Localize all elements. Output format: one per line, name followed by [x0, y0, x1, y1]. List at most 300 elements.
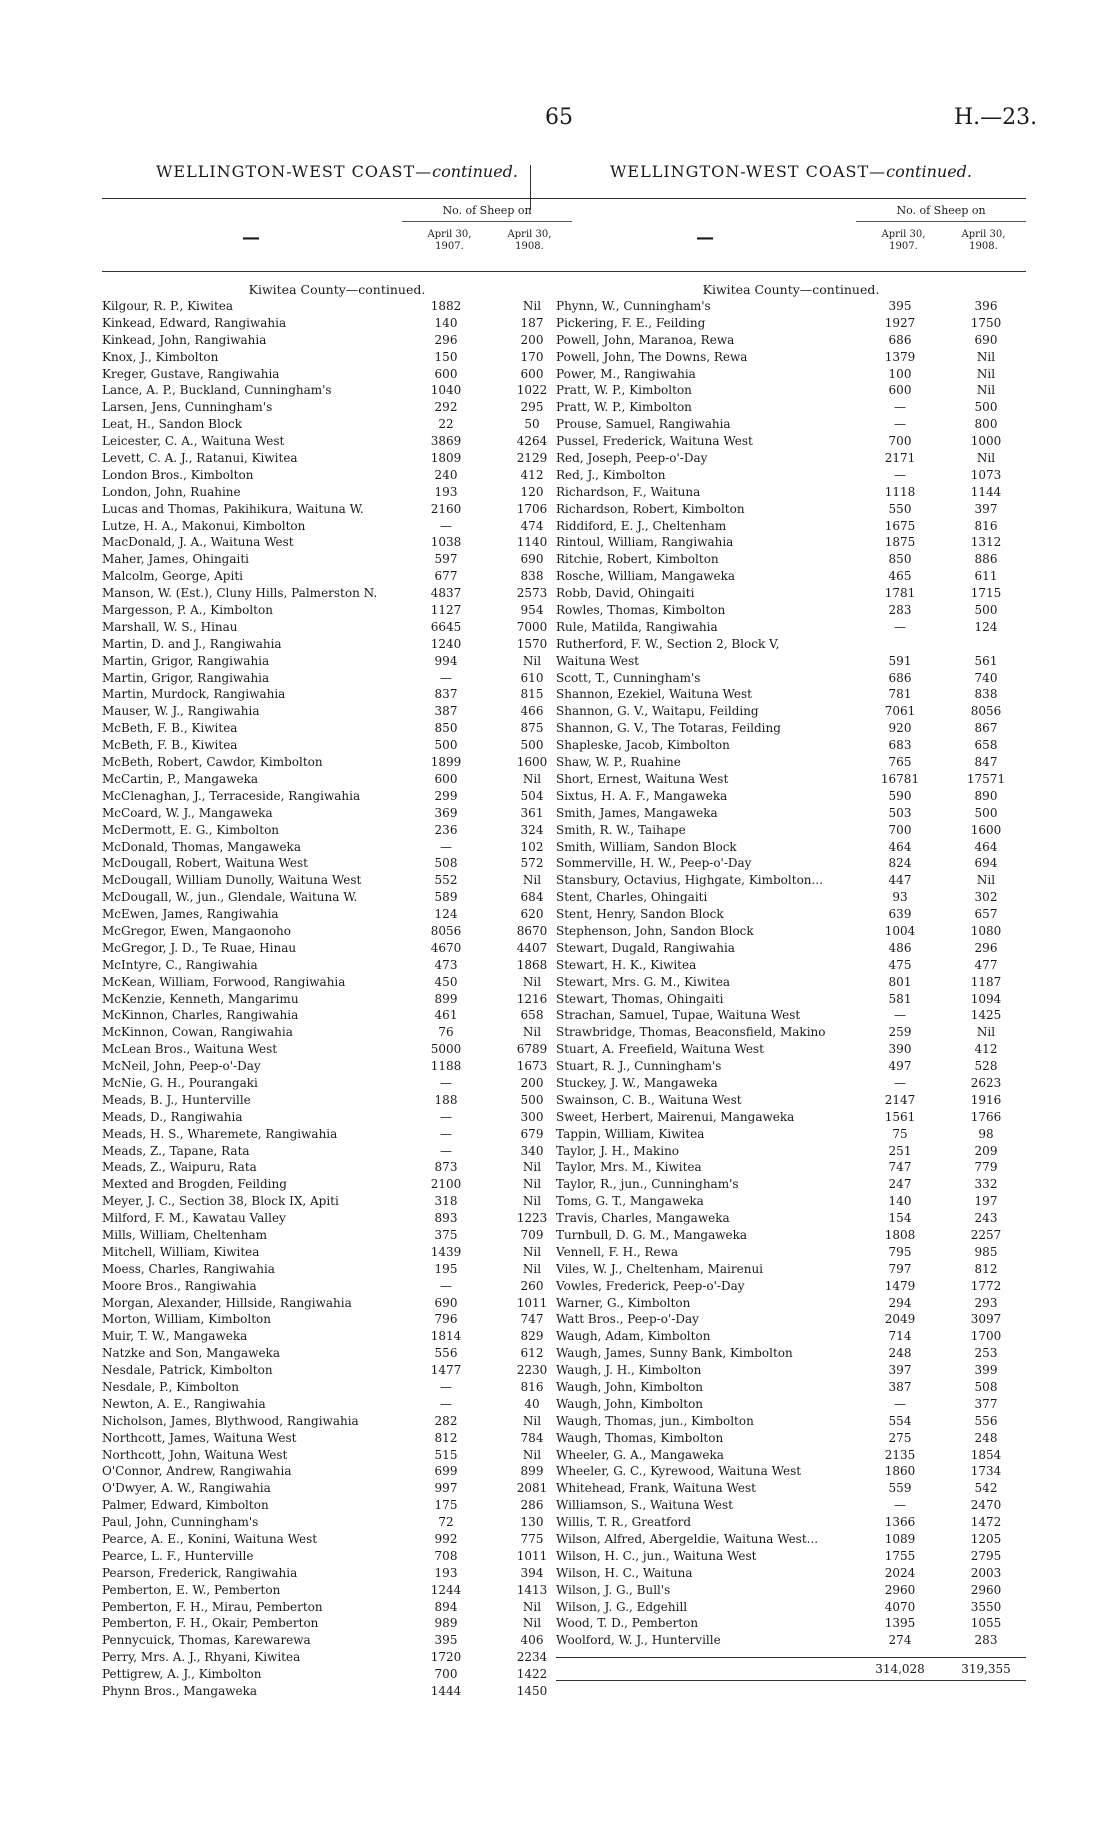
owner-name: Waugh, Adam, Kimbolton [556, 1329, 711, 1344]
sheep-1908: 17571 [966, 771, 1006, 786]
sheep-1908: 600 [520, 366, 544, 381]
sheep-1907: 140 [888, 1194, 912, 1209]
table-row [556, 551, 1026, 568]
owner-name: O'Dwyer, A. W., Rangiwahia [102, 1481, 271, 1496]
table-row [556, 1176, 1026, 1193]
sheep-1907: 375 [434, 1227, 458, 1242]
right-column-heading: WELLINGTON-WEST COAST—continued. [609, 162, 973, 181]
table-row [556, 349, 1026, 366]
table-row [556, 1159, 1026, 1176]
table-row [556, 805, 1026, 822]
owner-name: Whitehead, Frank, Waituna West [556, 1481, 756, 1496]
owner-name: Rintoul, William, Rangiwahia [556, 535, 734, 550]
table-row [102, 1143, 572, 1160]
table-row [102, 1193, 572, 1210]
sheep-1907: — [440, 1109, 452, 1124]
table-row [102, 1244, 572, 1261]
owner-name: McBeth, F. B., Kiwitea [102, 721, 238, 736]
owner-name: Shannon, G. V., Waitapu, Feilding [556, 704, 759, 719]
table-row [102, 822, 572, 839]
table-row [556, 315, 1026, 332]
sheep-1907: 591 [888, 653, 912, 668]
sheep-1907: 2960 [884, 1582, 916, 1597]
table-row [556, 1413, 1026, 1430]
table-row [102, 1649, 572, 1666]
sheep-1907: 16781 [880, 771, 920, 786]
sheep-1907: 683 [888, 738, 912, 753]
table-row [102, 957, 572, 974]
owner-name: Malcolm, George, Apiti [102, 569, 243, 584]
sheep-1907: 1038 [430, 535, 462, 550]
table-row [102, 1463, 572, 1480]
table-row [556, 754, 1026, 771]
sheep-1907: 850 [434, 721, 458, 736]
sheep-1908: Nil [522, 1025, 542, 1040]
sheep-1907: 600 [888, 383, 912, 398]
total-1907: 314,028 [875, 1662, 925, 1677]
right-sheep-header: No. of Sheep on [856, 201, 1026, 222]
owner-name: Kreger, Gustave, Rangiwahia [102, 366, 280, 381]
sheep-1907: — [440, 518, 452, 533]
table-row [102, 670, 572, 687]
owner-name: Pratt, W. P., Kimbolton [556, 400, 692, 415]
sheep-1907: 989 [434, 1616, 458, 1631]
table-row [102, 991, 572, 1008]
table-row [556, 1345, 1026, 1362]
sheep-1908: 7000 [516, 619, 548, 634]
table-row [102, 1261, 572, 1278]
sheep-1908: 477 [974, 957, 998, 972]
owner-name: Wilson, Alfred, Abergeldie, Waituna West... [556, 1532, 819, 1547]
table-row [556, 653, 1026, 670]
table-row [556, 1632, 1026, 1649]
sheep-1907: 248 [888, 1346, 912, 1361]
owner-name: Smith, James, Mangaweka [556, 805, 718, 820]
table-row [556, 416, 1026, 433]
table-row [556, 1143, 1026, 1160]
sheep-1908: 209 [974, 1143, 998, 1158]
sheep-1907: 1188 [430, 1059, 462, 1074]
sheep-1908: 985 [974, 1244, 998, 1259]
sheep-1907: 100 [888, 366, 912, 381]
sheep-1907: — [440, 670, 452, 685]
owner-name: Rutherford, F. W., Section 2, Block V, [556, 636, 780, 651]
sheep-1907: — [894, 417, 906, 432]
owner-name: Lance, A. P., Buckland, Cunningham's [102, 383, 332, 398]
sheep-1908: 1094 [970, 991, 1002, 1006]
table-row [102, 1447, 572, 1464]
owner-name: McNie, G. H., Pourangaki [102, 1075, 258, 1090]
sheep-1907: 812 [434, 1430, 458, 1445]
sheep-1907: 589 [434, 890, 458, 905]
owner-name: Wilson, J. G., Bull's [556, 1582, 671, 1597]
owner-name: Power, M., Rangiwahia [556, 366, 696, 381]
sheep-1908: 2081 [516, 1481, 548, 1496]
sheep-1908: 1600 [970, 822, 1002, 837]
sheep-1908: 1706 [516, 501, 548, 516]
sheep-1907: 686 [888, 332, 912, 347]
right-table-header [556, 198, 1026, 272]
right-name-header: — [696, 227, 714, 248]
sheep-1908: 197 [974, 1194, 998, 1209]
sheep-1908: Nil [522, 1177, 542, 1192]
total-1908: 319,355 [961, 1662, 1011, 1677]
sheep-1907: 497 [888, 1059, 912, 1074]
table-row [102, 1024, 572, 1041]
table-row [102, 585, 572, 602]
owner-name: Pratt, W. P., Kimbolton [556, 383, 692, 398]
sheep-1907: — [894, 619, 906, 634]
owner-name: Stephenson, John, Sandon Block [556, 923, 754, 938]
sheep-1908: 838 [974, 687, 998, 702]
table-row [102, 1632, 572, 1649]
owner-name: Robb, David, Ohingaiti [556, 586, 695, 601]
table-row [102, 1311, 572, 1328]
owner-name: Waugh, James, Sunny Bank, Kimbolton [556, 1346, 793, 1361]
owner-name: Taylor, Mrs. M., Kiwitea [556, 1160, 702, 1175]
table-row [102, 1041, 572, 1058]
owner-name: Sixtus, H. A. F., Mangaweka [556, 788, 728, 803]
table-row [556, 1278, 1026, 1295]
sheep-1908: 1734 [970, 1464, 1002, 1479]
sheep-1907: 72 [438, 1515, 454, 1530]
table-row [102, 839, 572, 856]
table-row [102, 1345, 572, 1362]
sheep-1907: 387 [888, 1380, 912, 1394]
owner-name: Meyer, J. C., Section 38, Block IX, Apiti [102, 1194, 339, 1209]
owner-name: Meads, Z., Waipuru, Rata [102, 1160, 257, 1175]
owner-name: Riddiford, E. J., Cheltenham [556, 518, 727, 533]
sheep-1907: 781 [888, 687, 912, 702]
sheep-1908: Nil [522, 299, 542, 313]
owner-name: Vowles, Frederick, Peep-o'-Day [556, 1278, 745, 1293]
table-row [556, 974, 1026, 991]
table-row [102, 1582, 572, 1599]
table-row [102, 602, 572, 619]
sheep-1908: 3097 [970, 1312, 1002, 1327]
owner-name: Prouse, Samuel, Rangiwahia [556, 417, 731, 432]
table-row [556, 923, 1026, 940]
sheep-1908: 500 [974, 603, 998, 618]
owner-name: Waugh, Thomas, jun., Kimbolton [556, 1413, 754, 1428]
sheep-1908: 1000 [970, 434, 1002, 449]
table-row [102, 1176, 572, 1193]
table-row [556, 822, 1026, 839]
table-row [556, 298, 1026, 315]
table-row [556, 1007, 1026, 1024]
owner-name: McKinnon, Charles, Rangiwahia [102, 1008, 299, 1023]
owner-name: Waugh, Thomas, Kimbolton [556, 1430, 724, 1445]
sheep-1907: 461 [434, 1008, 458, 1023]
sheep-1907: 554 [888, 1413, 912, 1428]
owner-name: Red, Joseph, Peep-o'-Day [556, 451, 708, 466]
sheep-1908: 340 [520, 1143, 544, 1158]
sheep-1908: 187 [520, 315, 544, 330]
owner-name: Mauser, W. J., Rangiwahia [102, 704, 260, 719]
owner-name: Rosche, William, Mangaweka [556, 569, 736, 584]
table-row [102, 1278, 572, 1295]
table-row [102, 1514, 572, 1531]
owner-name: Taylor, R., jun., Cunningham's [556, 1177, 739, 1192]
table-row [102, 467, 572, 484]
sheep-1908: 508 [974, 1380, 998, 1394]
sheep-1908: 302 [974, 890, 998, 905]
table-row [556, 433, 1026, 450]
sheep-1908: 406 [520, 1633, 544, 1648]
owner-name: Meads, Z., Tapane, Rata [102, 1143, 250, 1158]
sheep-1907: 559 [888, 1481, 912, 1496]
table-row [556, 619, 1026, 636]
sheep-1908: Nil [976, 349, 996, 364]
sheep-1907: 1927 [884, 315, 916, 330]
sheep-1908: 1673 [516, 1059, 548, 1074]
sheep-1907: 1444 [430, 1684, 462, 1699]
sheep-1908: 2960 [970, 1582, 1002, 1597]
sheep-1907: 464 [888, 839, 912, 854]
owner-name: Travis, Charles, Mangaweka [556, 1211, 730, 1226]
table-row [102, 518, 572, 535]
owner-name: Powell, John, Maranoa, Rewa [556, 332, 735, 347]
table-row [556, 366, 1026, 383]
left-name-header: — [242, 227, 260, 248]
sheep-1908: 396 [974, 299, 998, 313]
owner-name: Pussel, Frederick, Waituna West [556, 434, 753, 449]
owner-name: Meads, D., Rangiwahia [102, 1109, 243, 1124]
table-row [556, 1041, 1026, 1058]
owner-name: Maher, James, Ohingaiti [102, 552, 250, 567]
sheep-1908: Nil [522, 974, 542, 989]
owner-name: Waugh, John, Kimbolton [556, 1396, 704, 1411]
table-row [556, 1092, 1026, 1109]
sheep-1908: 1187 [970, 974, 1002, 989]
sheep-1907: 1366 [884, 1515, 916, 1530]
sheep-1908: 253 [974, 1346, 998, 1361]
table-row [102, 315, 572, 332]
sheep-1907: 597 [434, 552, 458, 567]
table-row [556, 788, 1026, 805]
sheep-1908: 1600 [516, 755, 548, 770]
table-row [102, 1480, 572, 1497]
table-row [102, 653, 572, 670]
sheep-1907: 700 [434, 1667, 458, 1682]
owner-name: McDougall, William Dunolly, Waituna West [102, 873, 362, 888]
owner-name: Palmer, Edward, Kimbolton [102, 1498, 269, 1513]
sheep-1907: 4070 [884, 1599, 916, 1614]
sheep-1908: 890 [974, 788, 998, 803]
sheep-1907: 1089 [884, 1532, 916, 1547]
sheep-1907: 552 [434, 873, 458, 888]
owner-name: Williamson, S., Waituna West [556, 1498, 733, 1513]
table-row [102, 1497, 572, 1514]
sheep-1907: 465 [888, 569, 912, 584]
sheep-1907: 282 [434, 1413, 458, 1428]
right-rows [556, 298, 1026, 1649]
owner-name: Larsen, Jens, Cunningham's [102, 400, 273, 415]
sheep-1908: 200 [520, 1075, 544, 1090]
table-row [102, 974, 572, 991]
sheep-1908: 775 [520, 1532, 544, 1547]
sheep-1907: 395 [434, 1633, 458, 1648]
sheep-1908: 1205 [970, 1532, 1002, 1547]
sheep-1907: 193 [434, 484, 458, 499]
owner-name: Kinkead, John, Rangiwahia [102, 332, 267, 347]
table-row [556, 940, 1026, 957]
sheep-1908: Nil [976, 1025, 996, 1040]
table-row [556, 518, 1026, 535]
sheep-1908: 412 [520, 467, 544, 482]
owner-name: Milford, F. M., Kawatau Valley [102, 1211, 286, 1226]
sheep-1908: Nil [522, 1616, 542, 1631]
sheep-1907: 1127 [430, 603, 462, 618]
table-row [556, 450, 1026, 467]
owner-name: Mitchell, William, Kiwitea [102, 1244, 260, 1259]
table-row [556, 636, 1026, 653]
owner-name: Nesdale, Patrick, Kimbolton [102, 1363, 273, 1378]
owner-name: Tappin, William, Kiwitea [556, 1126, 705, 1141]
page-number: 65 [545, 105, 573, 130]
sheep-1907: 193 [434, 1565, 458, 1580]
owner-name: Watt Bros., Peep-o'-Day [556, 1312, 699, 1327]
owner-name: Lutze, H. A., Makonui, Kimbolton [102, 518, 306, 533]
sheep-1907: 1439 [430, 1244, 462, 1259]
owner-name: Stewart, Mrs. G. M., Kiwitea [556, 974, 731, 989]
sheep-1908: 2003 [970, 1565, 1002, 1580]
owner-name: Pearce, A. E., Konini, Waituna West [102, 1532, 318, 1547]
sheep-1907: 500 [434, 738, 458, 753]
sheep-1907: 1379 [884, 349, 916, 364]
sheep-1908: 361 [520, 805, 544, 820]
table-row [102, 889, 572, 906]
owner-name: McNeil, John, Peep-o'-Day [102, 1059, 261, 1074]
table-row [556, 957, 1026, 974]
owner-name: Ritchie, Robert, Kimbolton [556, 552, 719, 567]
sheep-1908: Nil [976, 383, 996, 398]
left-rows [102, 298, 572, 1700]
sheep-1907: 2024 [884, 1565, 916, 1580]
sheep-1907: — [894, 1396, 906, 1411]
table-row [102, 636, 572, 653]
owner-name: Wilson, H. C., Waituna [556, 1565, 693, 1580]
table-row [102, 433, 572, 450]
sheep-1908: 528 [974, 1059, 998, 1074]
table-row [556, 889, 1026, 906]
sheep-1907: 899 [434, 991, 458, 1006]
table-row [556, 1531, 1026, 1548]
sheep-1908: 1073 [970, 467, 1002, 482]
sheep-1907: 850 [888, 552, 912, 567]
sheep-1907: 639 [888, 907, 912, 922]
table-row [556, 484, 1026, 501]
table-row [556, 1599, 1026, 1616]
sheep-1907: 195 [434, 1261, 458, 1276]
owner-name: Wilson, J. G., Edgehill [556, 1599, 688, 1614]
owner-name: Kilgour, R. P., Kiwitea [102, 299, 234, 313]
table-row [556, 501, 1026, 518]
owner-name: London, John, Ruahine [102, 484, 241, 499]
table-row [102, 416, 572, 433]
table-row [556, 585, 1026, 602]
sheep-1908: 899 [520, 1464, 544, 1479]
left-date-1908: April 30, 1908. [507, 229, 552, 252]
page-reference: H.—23. [954, 105, 1038, 130]
owner-name: McKean, William, Forwood, Rangiwahia [102, 974, 346, 989]
sheep-1908: 1450 [516, 1684, 548, 1699]
sheep-1907: 240 [434, 467, 458, 482]
sheep-1908: 561 [974, 653, 998, 668]
right-county-heading: Kiwitea County—continued. [702, 282, 880, 297]
sheep-1907: 708 [434, 1548, 458, 1563]
table-row [556, 720, 1026, 737]
sheep-1907: 22 [438, 417, 454, 432]
sheep-1908: 1916 [970, 1092, 1002, 1107]
sheep-1907: 894 [434, 1599, 458, 1614]
sheep-1907: 893 [434, 1211, 458, 1226]
sheep-1907: 124 [434, 907, 458, 922]
sheep-1908: 1011 [516, 1548, 548, 1563]
sheep-1907: 796 [434, 1312, 458, 1327]
sheep-1907: 795 [888, 1244, 912, 1259]
owner-name: Moore Bros., Rangiwahia [102, 1278, 257, 1293]
owner-name: Scott, T., Cunningham's [556, 670, 701, 685]
sheep-1907: 1561 [884, 1109, 916, 1124]
sheep-1908: 1055 [970, 1616, 1002, 1631]
table-row [556, 1244, 1026, 1261]
table-row [102, 534, 572, 551]
left-table-header [102, 198, 572, 272]
table-row [102, 1413, 572, 1430]
sheep-1908: 542 [974, 1481, 998, 1496]
sheep-1907: 283 [888, 603, 912, 618]
table-row [102, 1328, 572, 1345]
owner-name: Stuart, A. Freefield, Waituna West [556, 1042, 764, 1057]
owner-name: Muir, T. W., Mangaweka [102, 1329, 248, 1344]
owner-name: Martin, Grigor, Rangiwahia [102, 653, 270, 668]
owner-name: Richardson, F., Waituna [556, 484, 701, 499]
owner-name: Kinkead, Edward, Rangiwahia [102, 315, 287, 330]
sheep-1907: 76 [438, 1025, 454, 1040]
left-column-heading: WELLINGTON-WEST COAST—continued. [155, 162, 519, 181]
sheep-1907: 801 [888, 974, 912, 989]
table-row [556, 855, 1026, 872]
sheep-1907: 1479 [884, 1278, 916, 1293]
sheep-1908: 40 [524, 1396, 540, 1411]
sheep-1907: 486 [888, 940, 912, 955]
sheep-1907: 1882 [430, 299, 462, 313]
sheep-1907: 1240 [430, 636, 462, 651]
table-row [102, 686, 572, 703]
sheep-1908: Nil [522, 1194, 542, 1209]
table-row [556, 1565, 1026, 1582]
sheep-1908: 120 [520, 484, 544, 499]
sheep-1907: 677 [434, 569, 458, 584]
sheep-1907: 515 [434, 1447, 458, 1462]
sheep-1908: 812 [974, 1261, 998, 1276]
sheep-1907: 699 [434, 1464, 458, 1479]
sheep-1907: 508 [434, 856, 458, 871]
owner-name: Strachan, Samuel, Tupae, Waituna West [556, 1008, 801, 1023]
sheep-1908: 886 [974, 552, 998, 567]
sheep-1908: 397 [974, 501, 998, 516]
owner-name: Rule, Matilda, Rangiwahia [556, 619, 718, 634]
sheep-1907: 1477 [430, 1363, 462, 1378]
table-row [556, 1210, 1026, 1227]
sheep-1908: 332 [974, 1177, 998, 1192]
sheep-1907: 997 [434, 1481, 458, 1496]
owner-name: McGregor, J. D., Te Ruae, Hinau [102, 940, 297, 955]
sheep-1908: 399 [974, 1363, 998, 1378]
owner-name: Martin, D. and J., Rangiwahia [102, 636, 282, 651]
owner-name: Moess, Charles, Rangiwahia [102, 1261, 275, 1276]
